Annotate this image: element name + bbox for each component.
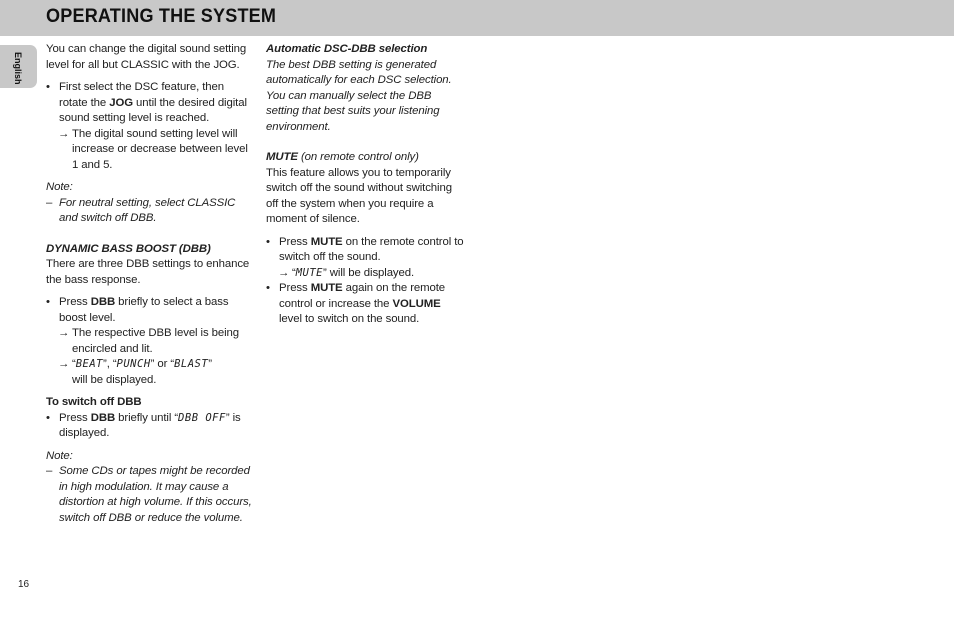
arrow-right-icon: → — [58, 358, 70, 370]
bullet-dot: • — [46, 411, 50, 424]
bullet-unmute: • Press MUTE again on the remote control or increase the VOLUME level to switch on the sound. — [266, 282, 446, 325]
result-arrow-encircled: → The respective DBB level is being encircled and lit. — [58, 327, 240, 355]
bullet-dot: • — [266, 282, 270, 294]
note-label: Note: — [46, 181, 73, 193]
mute-heading: MUTE — [266, 151, 298, 163]
lcd-punch: PUNCH — [116, 358, 151, 370]
bullet-press-dbb: • Press DBB briefly to select a bass boost level. — [46, 296, 229, 324]
note-high-modulation: – Some CDs or tapes might be recorded in high modulation. It may cause a distortion at high volume. If this occurs, switch off DBB or reduce the volume. — [46, 465, 252, 524]
lcd-dbb-off: DBB OFF — [178, 411, 226, 424]
lcd-blast: BLAST — [174, 358, 209, 370]
page-number: 16 — [18, 579, 30, 590]
note-neutral-setting: – For neutral setting, select CLASSIC and switch off DBB. — [46, 196, 236, 224]
result-arrow-mute: → “MUTE” will be displayed. — [266, 266, 466, 282]
bullet-dbb-off: • Press DBB briefly until “DBB OFF” is displayed. — [46, 411, 241, 439]
page-title: OPERATING THE SYSTEM — [46, 6, 277, 27]
left-column — [46, 42, 252, 526]
switch-off-dbb-heading: To switch off DBB — [46, 396, 142, 408]
dbb-heading: DYNAMIC BASS BOOST (DBB) — [46, 242, 211, 255]
lcd-mute: MUTE — [295, 266, 323, 279]
auto-dsc-dbb-heading: Automatic DSC-DBB selection — [266, 43, 428, 55]
arrow-right-icon: → — [58, 327, 70, 339]
bullet-dot: • — [46, 296, 50, 308]
bullet-select-dsc: • First select the DSC feature, then rotate the JOG until the desired digital sound setting level is reached. — [46, 81, 247, 124]
arrow-right-icon: → — [278, 266, 290, 279]
arrow-right-icon: → — [58, 127, 70, 140]
mute-subheading: (on remote control only) — [297, 151, 419, 163]
result-arrow-level: → The digital sound setting level will increase or decrease between level 1 and 5. — [58, 127, 248, 171]
note-label: Note: — [46, 449, 73, 462]
bullet-dot: • — [46, 81, 50, 93]
result-arrow-display-modes: → “BEAT”, “PUNCH” or “BLAST” will be displayed. — [58, 358, 212, 386]
bullet-press-mute: • Press MUTE on the remote control to switch off the sound. — [266, 235, 464, 263]
dash-marker: – — [46, 196, 53, 209]
intro-paragraph: You can change the digital sound setting level for all but CLASSIC with the JOG. — [46, 43, 247, 71]
right-column — [266, 42, 466, 328]
bullet-dot: • — [266, 235, 270, 248]
language-tab-label: English — [13, 52, 23, 85]
dash-marker: – — [46, 465, 53, 477]
lcd-beat: BEAT — [75, 358, 103, 370]
auto-dsc-dbb-text: The best DBB setting is generated automatically for each DSC selection. You can manually select the DBB setting that best suits your listening environment. — [266, 58, 452, 133]
dbb-intro: There are three DBB settings to enhance the bass response. — [46, 258, 250, 286]
mute-heading-line — [266, 150, 466, 166]
mute-description: This feature allows you to temporarily switch off the sound without switching off the system when you require a moment of silence. — [266, 166, 452, 225]
